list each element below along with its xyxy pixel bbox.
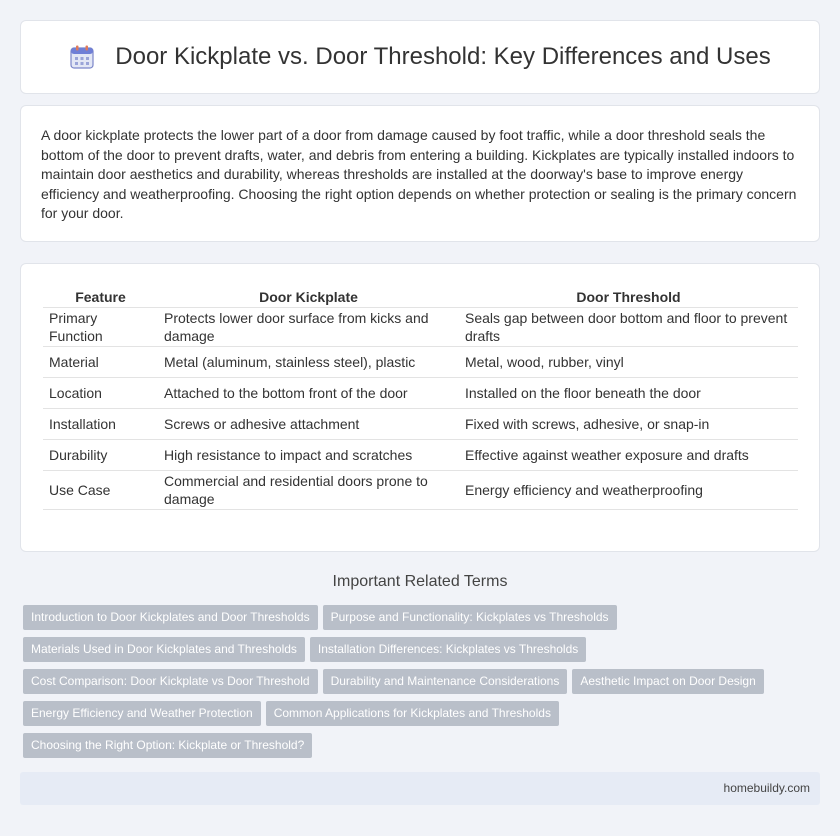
table-header-row xyxy=(43,284,798,308)
related-term-tag[interactable]: Installation Differences: Kickplates vs Thresholds xyxy=(310,637,586,662)
footer-site-link[interactable]: homebuildy.com xyxy=(723,781,810,795)
table-cell: Material xyxy=(43,347,158,378)
table-cell: High resistance to impact and scratches xyxy=(158,440,459,471)
related-term-tag[interactable]: Common Applications for Kickplates and Thresholds xyxy=(266,701,559,726)
table-cell: Durability xyxy=(43,440,158,471)
intro-text: A door kickplate protects the lower part of a door from damage caused by foot traffic, while a door threshold seals the bottom of the door to prevent drafts, water, and debris from entering a building. Kickplates are typically installed indoors to maintain door aesthetics and durability, whereas thresholds are installed at the doorway's base to improve energy efficiency and weatherproofing. Choosing the right option depends on whether protection or sealing is the primary concern for your door. xyxy=(41,127,797,222)
tag-row xyxy=(23,733,823,765)
table-cell: Seals gap between door bottom and floor to prevent drafts xyxy=(459,308,798,347)
footer xyxy=(20,772,820,805)
tag-row xyxy=(23,637,823,669)
header-door-kickplate: Door Kickplate xyxy=(158,284,459,308)
related-terms-heading: Important Related Terms xyxy=(332,573,508,590)
related-term-tag[interactable]: Energy Efficiency and Weather Protection xyxy=(23,701,261,726)
calendar-icon xyxy=(69,44,95,70)
related-term-tag[interactable]: Introduction to Door Kickplates and Door Thresholds xyxy=(23,605,318,630)
comparison-card xyxy=(20,263,820,552)
related-terms xyxy=(23,605,823,765)
comparison-table xyxy=(43,284,798,510)
table-cell: Energy efficiency and weatherproofing xyxy=(459,471,798,510)
title-card xyxy=(20,20,820,94)
table-cell: Commercial and residential doors prone to damage xyxy=(158,471,459,510)
intro-card xyxy=(20,105,820,242)
table-row xyxy=(43,308,798,347)
table-cell: Protects lower door surface from kicks and damage xyxy=(158,308,459,347)
page-title: Door Kickplate vs. Door Threshold: Key Differences and Uses xyxy=(115,43,771,70)
table-cell: Screws or adhesive attachment xyxy=(158,409,459,440)
table-row xyxy=(43,378,798,409)
table-cell: Metal (aluminum, stainless steel), plastic xyxy=(158,347,459,378)
tag-row xyxy=(23,669,823,701)
table-row xyxy=(43,347,798,378)
table-cell: Metal, wood, rubber, vinyl xyxy=(459,347,798,378)
table-cell: Primary Function xyxy=(43,308,158,347)
header-door-threshold: Door Threshold xyxy=(459,284,798,308)
table-cell: Fixed with screws, adhesive, or snap-in xyxy=(459,409,798,440)
related-term-tag[interactable]: Cost Comparison: Door Kickplate vs Door Threshold xyxy=(23,669,318,694)
table-cell: Installed on the floor beneath the door xyxy=(459,378,798,409)
table-row xyxy=(43,409,798,440)
related-term-tag[interactable]: Purpose and Functionality: Kickplates vs Thresholds xyxy=(323,605,617,630)
header-feature: Feature xyxy=(43,284,158,308)
table-cell: Effective against weather exposure and drafts xyxy=(459,440,798,471)
table-row xyxy=(43,440,798,471)
table-cell: Installation xyxy=(43,409,158,440)
related-term-tag[interactable]: Choosing the Right Option: Kickplate or Threshold? xyxy=(23,733,312,758)
related-term-tag[interactable]: Materials Used in Door Kickplates and Thresholds xyxy=(23,637,305,662)
table-cell: Location xyxy=(43,378,158,409)
related-term-tag[interactable]: Aesthetic Impact on Door Design xyxy=(572,669,763,694)
table-row xyxy=(43,471,798,510)
tag-row xyxy=(23,605,823,637)
tag-row xyxy=(23,701,823,733)
table-cell: Use Case xyxy=(43,471,158,510)
table-cell: Attached to the bottom front of the door xyxy=(158,378,459,409)
related-term-tag[interactable]: Durability and Maintenance Considerations xyxy=(323,669,568,694)
